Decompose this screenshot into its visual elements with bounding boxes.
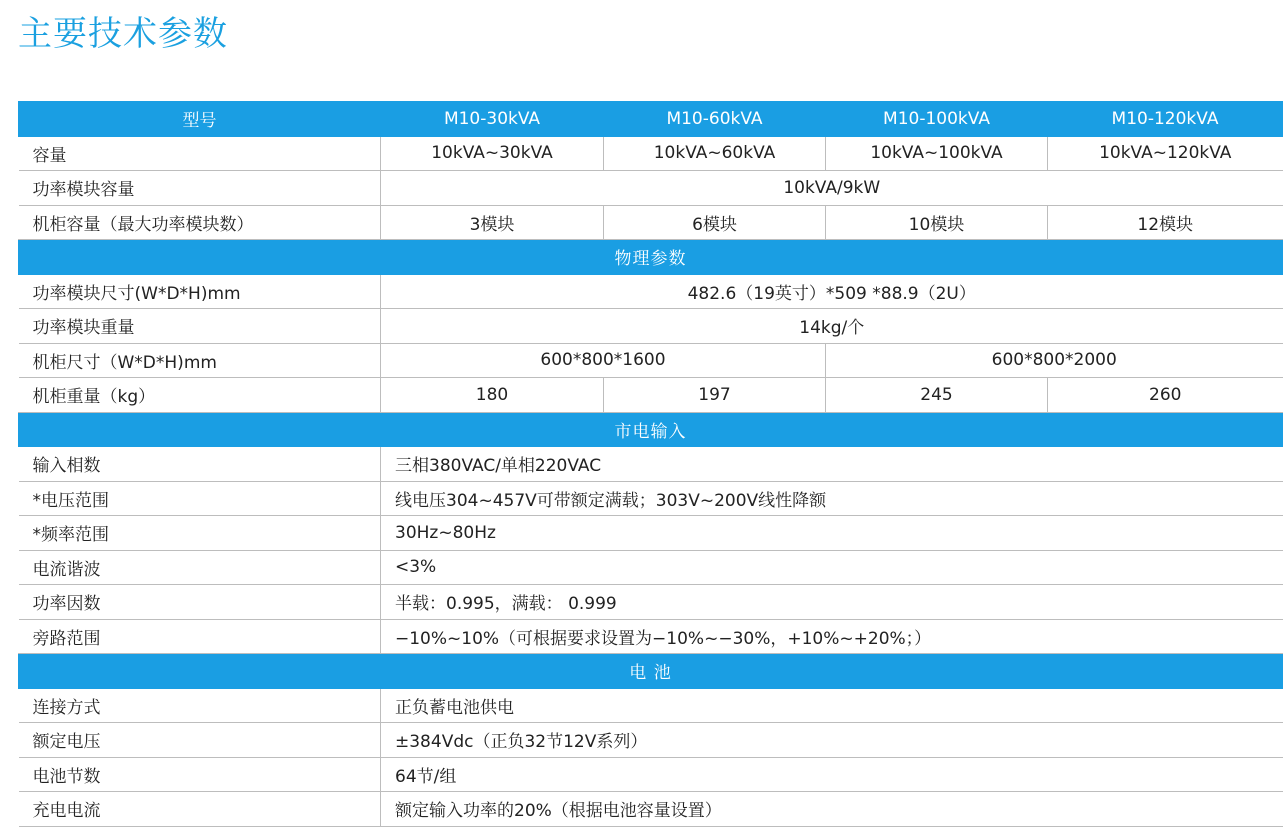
cell-value: 600*800*2000 xyxy=(826,343,1283,378)
table-row xyxy=(19,516,1283,551)
table-row xyxy=(19,171,1283,206)
cell-value: 三相380VAC/单相220VAC xyxy=(381,447,1283,482)
cell-value: 10kVA~30kVA xyxy=(381,136,604,171)
row-label: 机柜重量（kg） xyxy=(19,378,381,413)
cell-value: 64节/组 xyxy=(381,757,1283,792)
cell-value: 600*800*1600 xyxy=(381,343,826,378)
section-header-mains xyxy=(19,412,1283,447)
cell-value: 半载：0.995，满载： 0.999 xyxy=(381,585,1283,620)
cell-value: 180 xyxy=(381,378,604,413)
section-header-physical xyxy=(19,240,1283,275)
header-model-2: M10-60kVA xyxy=(604,102,826,137)
cell-value: 260 xyxy=(1048,378,1283,413)
cell-value: <3% xyxy=(381,550,1283,585)
row-label: 输入相数 xyxy=(19,447,381,482)
row-label: 机柜容量（最大功率模块数） xyxy=(19,205,381,240)
row-label: 连接方式 xyxy=(19,688,381,723)
cell-value: 10kVA~100kVA xyxy=(826,136,1048,171)
row-label: *电压范围 xyxy=(19,481,381,516)
row-label: *频率范围 xyxy=(19,516,381,551)
row-label: 旁路范围 xyxy=(19,619,381,654)
row-label: 电池节数 xyxy=(19,757,381,792)
table-row xyxy=(19,136,1283,171)
cell-value: 14kg/个 xyxy=(381,309,1283,344)
cell-value: 197 xyxy=(604,378,826,413)
table-row xyxy=(19,309,1283,344)
cell-value: 245 xyxy=(826,378,1048,413)
row-label: 充电电流 xyxy=(19,792,381,827)
row-label: 功率模块尺寸(W*D*H)mm xyxy=(19,274,381,309)
cell-value: 线电压304~457V可带额定满载；303V~200V线性降额 xyxy=(381,481,1283,516)
spec-table xyxy=(18,101,1283,827)
table-row xyxy=(19,274,1283,309)
cell-value: 10模块 xyxy=(826,205,1048,240)
section-title: 市电输入 xyxy=(19,412,1283,447)
cell-value: 6模块 xyxy=(604,205,826,240)
table-row xyxy=(19,619,1283,654)
table-row xyxy=(19,343,1283,378)
row-label: 额定电压 xyxy=(19,723,381,758)
header-model-4: M10-120kVA xyxy=(1048,102,1283,137)
cell-value: 3模块 xyxy=(381,205,604,240)
table-row xyxy=(19,447,1283,482)
header-model-3: M10-100kVA xyxy=(826,102,1048,137)
cell-value: 10kVA~120kVA xyxy=(1048,136,1283,171)
table-row xyxy=(19,481,1283,516)
cell-value: 额定输入功率的20%（根据电池容量设置） xyxy=(381,792,1283,827)
section-header-battery xyxy=(19,654,1283,689)
row-label: 容量 xyxy=(19,136,381,171)
table-row xyxy=(19,757,1283,792)
table-row xyxy=(19,378,1283,413)
table-row xyxy=(19,205,1283,240)
table-row xyxy=(19,723,1283,758)
cell-value: 30Hz~80Hz xyxy=(381,516,1283,551)
table-row xyxy=(19,688,1283,723)
header-model-1: M10-30kVA xyxy=(381,102,604,137)
section-title: 电 池 xyxy=(19,654,1283,689)
row-label: 机柜尺寸（W*D*H)mm xyxy=(19,343,381,378)
cell-value: 482.6（19英寸）*509 *88.9（2U） xyxy=(381,274,1283,309)
cell-value: 10kVA/9kW xyxy=(381,171,1283,206)
cell-value: 正负蓄电池供电 xyxy=(381,688,1283,723)
table-row xyxy=(19,550,1283,585)
row-label: 功率因数 xyxy=(19,585,381,620)
table-row xyxy=(19,585,1283,620)
cell-value: ±384Vdc（正负32节12V系列） xyxy=(381,723,1283,758)
cell-value: 12模块 xyxy=(1048,205,1283,240)
page-title: 主要技术参数 xyxy=(18,14,228,54)
row-label: 电流谐波 xyxy=(19,550,381,585)
section-title: 物理参数 xyxy=(19,240,1283,275)
cell-value: −10%~10%（可根据要求设置为−10%~−30%，+10%~+20%；） xyxy=(381,619,1283,654)
row-label: 功率模块重量 xyxy=(19,309,381,344)
cell-value: 10kVA~60kVA xyxy=(604,136,826,171)
header-model-label: 型号 xyxy=(19,102,381,137)
model-header-row xyxy=(19,102,1283,137)
row-label: 功率模块容量 xyxy=(19,171,381,206)
